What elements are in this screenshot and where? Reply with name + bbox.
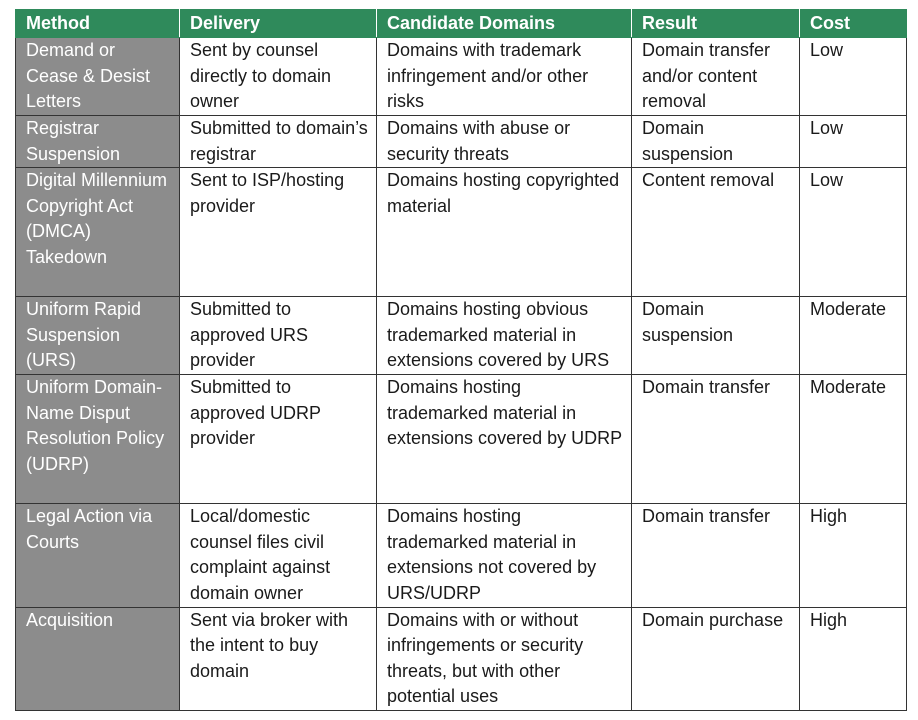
table-row (16, 168, 907, 297)
domain-enforcement-table (15, 9, 907, 711)
table-row (16, 607, 907, 710)
cost-cell: Moderate (800, 375, 907, 504)
candidates-cell: Domains with trademark infringement and/or other risks (377, 38, 632, 116)
cost-cell: Low (800, 116, 907, 168)
result-cell: Domain suspension (632, 116, 800, 168)
cost-cell: High (800, 504, 907, 607)
method-cell: Digital Millennium Copyright Act (DMCA) Takedown (16, 168, 180, 297)
method-cell: Registrar Suspension (16, 116, 180, 168)
candidates-cell: Domains hosting trademarked material in extensions covered by UDRP (377, 375, 632, 504)
candidates-cell: Domains hosting obvious trademarked material in extensions covered by URS (377, 297, 632, 375)
delivery-cell: Sent to ISP/hosting provider (180, 168, 377, 297)
candidates-cell: Domains hosting trademarked material in extensions not covered by URS/UDRP (377, 504, 632, 607)
delivery-cell: Submitted to domain’s registrar (180, 116, 377, 168)
header-cost: Cost (800, 10, 907, 38)
method-cell: Uniform Domain-Name Disput Resolution Policy (UDRP) (16, 375, 180, 504)
method-cell: Acquisition (16, 607, 180, 710)
header-row (16, 10, 907, 38)
table-container (15, 9, 907, 711)
result-cell: Domain purchase (632, 607, 800, 710)
candidates-cell: Domains hosting copyrighted material (377, 168, 632, 297)
delivery-cell: Sent by counsel directly to domain owner (180, 38, 377, 116)
delivery-cell: Sent via broker with the intent to buy domain (180, 607, 377, 710)
method-cell: Legal Action via Courts (16, 504, 180, 607)
header-candidate-domains: Candidate Domains (377, 10, 632, 38)
header-result: Result (632, 10, 800, 38)
result-cell: Domain transfer (632, 504, 800, 607)
result-cell: Domain transfer (632, 375, 800, 504)
table-row (16, 375, 907, 504)
header-delivery: Delivery (180, 10, 377, 38)
candidates-cell: Domains with abuse or security threats (377, 116, 632, 168)
delivery-cell: Submitted to approved URS provider (180, 297, 377, 375)
method-cell: Demand or Cease & Desist Letters (16, 38, 180, 116)
cost-cell: High (800, 607, 907, 710)
table-row (16, 504, 907, 607)
result-cell: Domain transfer and/or content removal (632, 38, 800, 116)
result-cell: Domain suspension (632, 297, 800, 375)
result-cell: Content removal (632, 168, 800, 297)
cost-cell: Moderate (800, 297, 907, 375)
method-cell: Uniform Rapid Suspension (URS) (16, 297, 180, 375)
table-row (16, 116, 907, 168)
delivery-cell: Local/domestic counsel files civil complaint against domain owner (180, 504, 377, 607)
cost-cell: Low (800, 168, 907, 297)
table-row (16, 297, 907, 375)
table-row (16, 38, 907, 116)
delivery-cell: Submitted to approved UDRP provider (180, 375, 377, 504)
header-method: Method (16, 10, 180, 38)
cost-cell: Low (800, 38, 907, 116)
candidates-cell: Domains with or without infringements or security threats, but with other potential uses (377, 607, 632, 710)
